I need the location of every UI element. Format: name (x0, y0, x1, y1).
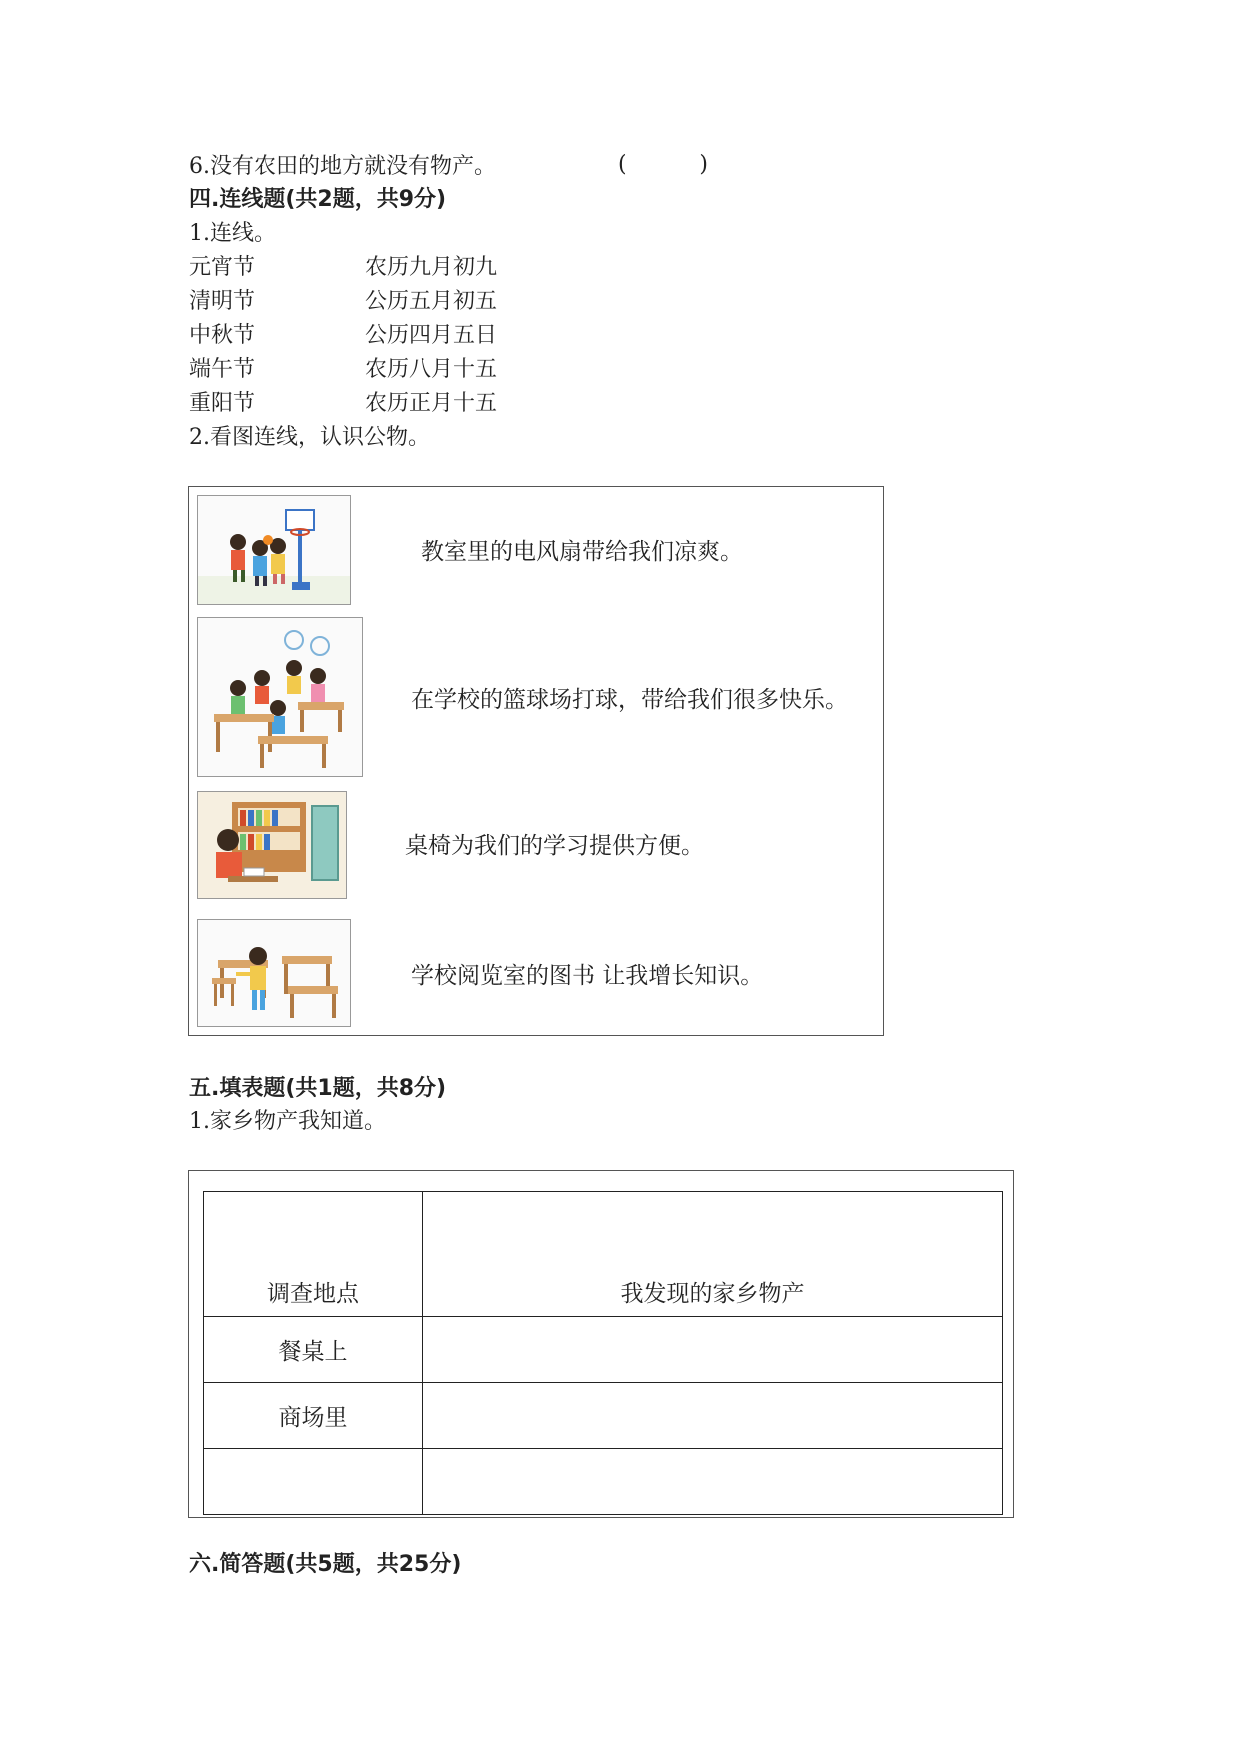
pair-row (189, 287, 497, 317)
section-5-q1-prompt: 1.家乡物产我知道。 (189, 1109, 386, 1134)
classroom-kids-illustration (198, 618, 362, 776)
statement-books[interactable]: 学校阅览室的图书 让我增长知识。 (411, 963, 764, 989)
location-cell: 餐桌上 (204, 1317, 423, 1383)
festival-name[interactable]: 中秋节 (189, 323, 256, 348)
open-paren: ( (618, 152, 627, 177)
statement-fan[interactable]: 教室里的电风扇带给我们凉爽。 (421, 539, 743, 565)
header-products-found: 我发现的家乡物产 (423, 1192, 1003, 1317)
table-header-row (204, 1192, 1003, 1317)
section-5-heading: 五.填表题(共1题，共8分) (189, 1076, 447, 1101)
question-6-text: 6.没有农田的地方就没有物产。 (189, 154, 496, 179)
festival-name[interactable]: 端午节 (189, 357, 256, 382)
section-6-heading: 六.简答题(共5题，共25分) (189, 1552, 462, 1577)
statement-desks[interactable]: 桌椅为我们的学习提供方便。 (405, 833, 704, 859)
festival-name[interactable]: 清明节 (189, 289, 256, 314)
hometown-products-table-frame (188, 1170, 1014, 1518)
basketball-kids-illustration (198, 496, 350, 604)
close-paren: ) (699, 152, 708, 177)
pair-row (189, 355, 497, 385)
table-row (204, 1449, 1003, 1515)
desks-girl-illustration (198, 920, 350, 1026)
library-girl-illustration (198, 792, 346, 898)
picture-matching-box (188, 486, 884, 1036)
festival-date[interactable]: 农历八月十五 (365, 357, 498, 382)
festival-date[interactable]: 农历九月初九 (365, 255, 498, 280)
location-cell: 商场里 (204, 1383, 423, 1449)
location-answer-cell[interactable] (204, 1449, 423, 1515)
products-answer-cell[interactable] (423, 1383, 1003, 1449)
festival-name[interactable]: 重阳节 (189, 391, 256, 416)
header-survey-location: 调查地点 (204, 1192, 423, 1317)
table-row (204, 1317, 1003, 1383)
pair-row (189, 253, 497, 283)
pair-row (189, 321, 497, 351)
statement-basketball[interactable]: 在学校的篮球场打球，带给我们很多快乐。 (411, 687, 848, 713)
classroom-fans-picture[interactable] (197, 617, 363, 777)
table-row (204, 1383, 1003, 1449)
section-4-q1-prompt: 1.连线。 (189, 221, 276, 246)
section-4-q2-prompt: 2.看图连线，认识公物。 (189, 425, 430, 450)
products-answer-cell[interactable] (423, 1317, 1003, 1383)
basketball-court-picture[interactable] (197, 495, 351, 605)
festival-date[interactable]: 公历四月五日 (365, 323, 498, 348)
desks-chairs-picture[interactable] (197, 919, 351, 1027)
library-reading-picture[interactable] (197, 791, 347, 899)
answer-parentheses[interactable] (618, 152, 708, 177)
festival-date[interactable]: 农历正月十五 (365, 391, 498, 416)
festival-date[interactable]: 公历五月初五 (365, 289, 498, 314)
products-answer-cell[interactable] (423, 1449, 1003, 1515)
hometown-products-table (203, 1191, 1003, 1515)
festival-name[interactable]: 元宵节 (189, 255, 256, 280)
section-4-heading: 四.连线题(共2题，共9分) (189, 187, 447, 212)
pair-row (189, 389, 497, 419)
